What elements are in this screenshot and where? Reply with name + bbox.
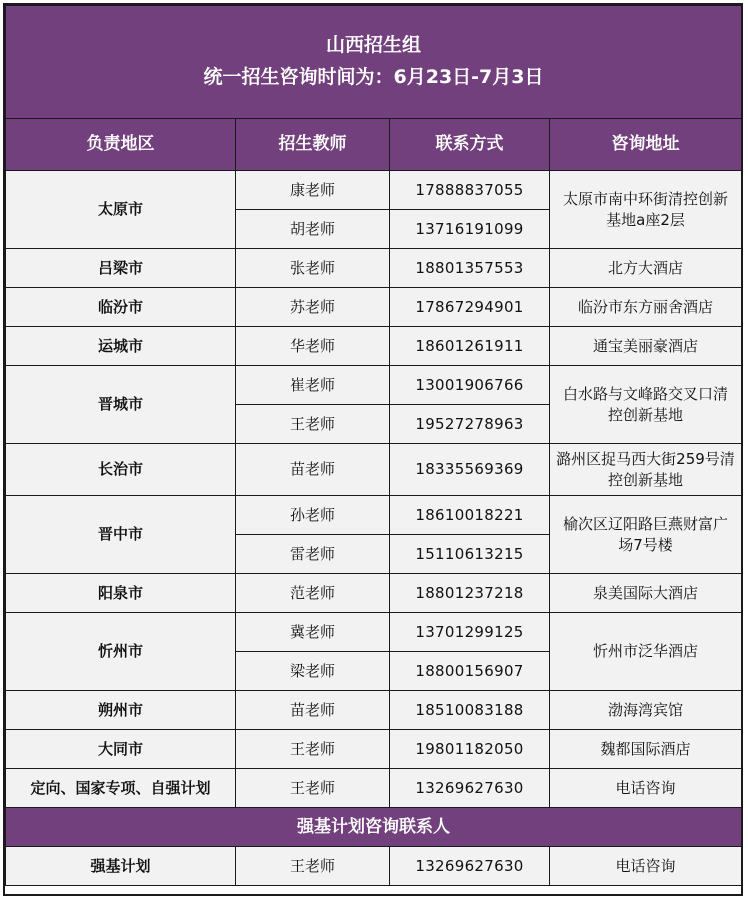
table-row	[6, 613, 742, 652]
region-cell: 临汾市	[6, 288, 236, 327]
address-cell: 忻州市泛华酒店	[550, 613, 742, 691]
teacher-cell: 范老师	[236, 574, 390, 613]
address-cell: 北方大酒店	[550, 249, 742, 288]
region-cell: 太原市	[6, 171, 236, 249]
teacher-cell: 雷老师	[236, 535, 390, 574]
table-row	[6, 769, 742, 808]
table-row	[6, 691, 742, 730]
phone-cell: 13001906766	[390, 366, 550, 405]
phone-cell: 18801237218	[390, 574, 550, 613]
table-row	[6, 288, 742, 327]
contact-table	[5, 5, 742, 886]
teacher-cell: 张老师	[236, 249, 390, 288]
header-region: 负责地区	[6, 119, 236, 171]
section2-region: 强基计划	[6, 847, 236, 886]
region-cell: 朔州市	[6, 691, 236, 730]
phone-cell: 18335569369	[390, 444, 550, 496]
address-cell: 太原市南中环街清控创新基地a座2层	[550, 171, 742, 249]
section2-phone: 13269627630	[390, 847, 550, 886]
phone-cell: 13269627630	[390, 769, 550, 808]
phone-cell: 18610018221	[390, 496, 550, 535]
teacher-cell: 华老师	[236, 327, 390, 366]
title-line-1: 山西招生组	[325, 34, 421, 57]
address-cell: 魏都国际酒店	[550, 730, 742, 769]
address-cell: 榆次区辽阳路巨燕财富广场7号楼	[550, 496, 742, 574]
phone-cell: 18601261911	[390, 327, 550, 366]
section2-header-row	[6, 808, 742, 847]
region-cell: 忻州市	[6, 613, 236, 691]
table-row	[6, 730, 742, 769]
phone-cell: 17867294901	[390, 288, 550, 327]
region-cell: 晋城市	[6, 366, 236, 444]
address-cell: 潞州区捉马西大街259号清控创新基地	[550, 444, 742, 496]
region-cell: 定向、国家专项、自强计划	[6, 769, 236, 808]
section2-title: 强基计划咨询联系人	[6, 808, 742, 847]
header-address: 咨询地址	[550, 119, 742, 171]
teacher-cell: 康老师	[236, 171, 390, 210]
contact-table-sheet	[3, 3, 743, 896]
phone-cell: 15110613215	[390, 535, 550, 574]
phone-cell: 19801182050	[390, 730, 550, 769]
phone-cell: 17888837055	[390, 171, 550, 210]
phone-cell: 13716191099	[390, 210, 550, 249]
teacher-cell: 苏老师	[236, 288, 390, 327]
phone-cell: 18510083188	[390, 691, 550, 730]
region-cell: 大同市	[6, 730, 236, 769]
table-row	[6, 496, 742, 535]
table-title	[6, 6, 742, 119]
header-contact: 联系方式	[390, 119, 550, 171]
region-cell: 阳泉市	[6, 574, 236, 613]
table-row	[6, 574, 742, 613]
section2-teacher: 王老师	[236, 847, 390, 886]
address-cell: 电话咨询	[550, 769, 742, 808]
table-row	[6, 171, 742, 210]
teacher-cell: 孙老师	[236, 496, 390, 535]
teacher-cell: 梁老师	[236, 652, 390, 691]
teacher-cell: 王老师	[236, 405, 390, 444]
teacher-cell: 王老师	[236, 730, 390, 769]
phone-cell: 18800156907	[390, 652, 550, 691]
table-row	[6, 249, 742, 288]
address-cell: 渤海湾宾馆	[550, 691, 742, 730]
phone-cell: 19527278963	[390, 405, 550, 444]
region-cell: 长治市	[6, 444, 236, 496]
teacher-cell: 胡老师	[236, 210, 390, 249]
phone-cell: 18801357553	[390, 249, 550, 288]
header-row	[6, 119, 742, 171]
teacher-cell: 冀老师	[236, 613, 390, 652]
region-cell: 吕梁市	[6, 249, 236, 288]
table-row	[6, 366, 742, 405]
section2-address: 电话咨询	[550, 847, 742, 886]
phone-cell: 13701299125	[390, 613, 550, 652]
teacher-cell: 苗老师	[236, 691, 390, 730]
teacher-cell: 苗老师	[236, 444, 390, 496]
region-cell: 晋中市	[6, 496, 236, 574]
address-cell: 临汾市东方丽舍酒店	[550, 288, 742, 327]
address-cell: 泉美国际大酒店	[550, 574, 742, 613]
teacher-cell: 王老师	[236, 769, 390, 808]
title-line-2: 统一招生咨询时间为：6月23日-7月3日	[203, 66, 544, 88]
table-row	[6, 444, 742, 496]
region-cell: 运城市	[6, 327, 236, 366]
main-body	[6, 171, 742, 808]
header-teacher: 招生教师	[236, 119, 390, 171]
teacher-cell: 崔老师	[236, 366, 390, 405]
section2-row	[6, 847, 742, 886]
table-row	[6, 327, 742, 366]
address-cell: 通宝美丽豪酒店	[550, 327, 742, 366]
address-cell: 白水路与文峰路交叉口清控创新基地	[550, 366, 742, 444]
